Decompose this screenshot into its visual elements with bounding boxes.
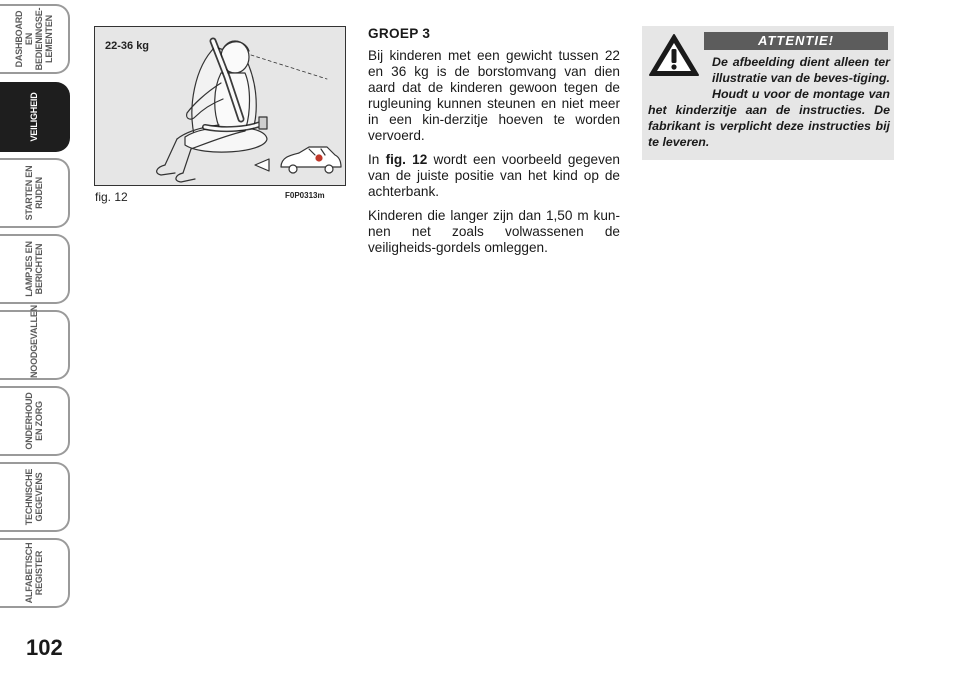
chapter-tabs xyxy=(0,0,80,640)
page-number: 102 xyxy=(26,635,63,660)
figure-caption: fig. 12 xyxy=(95,190,128,204)
tab-technische-gegevens[interactable] xyxy=(0,462,70,532)
tab-label: DASHBOARD EN BEDIENINGSE- LEMENTEN xyxy=(14,7,54,71)
tab-label: NOODGEVALLEN xyxy=(29,305,39,378)
tab-onderhoud-en-zorg[interactable] xyxy=(0,386,70,456)
section-heading: GROEP 3 xyxy=(368,26,431,41)
tab-dashboard[interactable] xyxy=(0,4,70,74)
tab-label: ALFABETISCH REGISTER xyxy=(24,542,44,604)
paragraph-1: Bij kinderen met een gewicht tussen 22 en 36 kg is de borstomvang van dien aard dat de kinderen gewoon tegen de rugleuning kunnen steunen en niet meer in een kin-derzitje hoeven te worden vervoerd. xyxy=(368,48,620,143)
tab-label: STARTEN EN RIJDEN xyxy=(24,165,44,221)
warning-title: ATTENTIE! xyxy=(704,32,888,50)
tab-label: VEILIGHEID xyxy=(29,92,39,142)
warning-box xyxy=(642,26,894,160)
tab-label: TECHNISCHE GEGEVENS xyxy=(24,468,44,526)
figure-reference: fig. 12 xyxy=(385,152,428,167)
paragraph-3: Kinderen die langer zijn dan 1,50 m kun-nen net zoals volwassenen de veiligheids-gordels omleggen. xyxy=(368,208,620,255)
figure-weight-label: 22-36 kg xyxy=(105,40,150,52)
paragraph-2-suffix: wordt een voorbeeld gegeven van de juiste positie van het kind op de achterbank. xyxy=(368,152,620,199)
tab-noodgevallen[interactable] xyxy=(0,305,70,380)
paragraph-2-prefix: In xyxy=(368,152,386,167)
main-text-column xyxy=(368,26,620,264)
tab-alfabetisch-register[interactable] xyxy=(0,538,70,608)
paragraph-2 xyxy=(368,152,620,200)
tab-lampjes-en-berichten[interactable] xyxy=(0,234,70,304)
tab-label: ONDERHOUD EN ZORG xyxy=(24,392,44,450)
tab-label: LAMPJES EN BERICHTEN xyxy=(24,241,44,297)
tab-veiligheid[interactable] xyxy=(0,82,70,152)
tab-starten-en-rijden[interactable] xyxy=(0,158,70,228)
figure-code: F0P0313m xyxy=(285,191,325,200)
warning-text: De afbeelding dient alleen ter illustratie van de beves-tiging. Houdt u voor de montage van het kinderzitje aan de instructies. De fabrikant is verplicht deze instructies bij te leveren. xyxy=(648,55,890,149)
